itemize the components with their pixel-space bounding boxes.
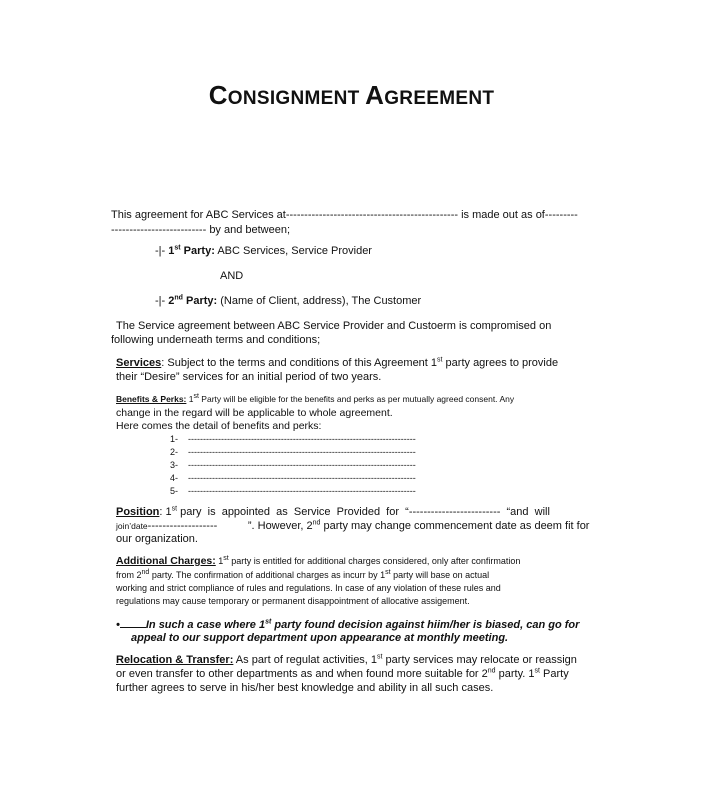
benefit-item: 3- ---------------------------------------------------------------------------- (170, 460, 416, 470)
additional-line-3: working and strict compliance of rules and regulations. In case of any violation of these rules and (116, 583, 501, 593)
party-label: 1st Party: (168, 244, 215, 257)
bullet-line-1: • In such a case where 1st party found decision against hiim/her is biased, can go for (116, 618, 580, 631)
benefits-line-1: Benefits & Perks: 1st Party will be eligible for the benefits and perks as per mutually agreed consent. Any (116, 393, 515, 404)
blank-line: ---------------------------------------------------------------------------- (188, 473, 416, 483)
benefit-item: 4- ---------------------------------------------------------------------------- (170, 473, 416, 483)
blank-line: -------------------------- (111, 224, 207, 236)
additional-line-1: Additional Charges: 1st party is entitled for additional charges considered, only after confirmation (116, 555, 521, 567)
intro-text: is made out as of (461, 209, 545, 221)
blank-line: ---------------------------------------------------------------------------- (188, 460, 416, 470)
blank-line: ------------------- (147, 520, 218, 532)
additional-heading: Additional Charges: (116, 555, 216, 567)
title-word: GREEMENT (384, 88, 495, 109)
bullet-line-2: appeal to our support department upon appearance at monthly meeting. (131, 632, 509, 644)
additional-line-4: regulations may cause temporary or permanent disappointment of allocative assigement. (116, 596, 470, 606)
additional-line-2: from 2nd party. The confirmation of additional charges as incurr by 1st party will base on actual (116, 569, 490, 580)
relocation-line-1: Relocation & Transfer: As part of regulat activities, 1st party services may relocate or reassign (116, 653, 577, 666)
blank-line: ----------------------------------------------- (285, 209, 459, 221)
intro-text: This agreement for ABC Services at (111, 209, 286, 221)
party-text: (Name of Client, address), The Customer (220, 295, 422, 307)
benefits-heading: Benefits & Perks: (116, 394, 187, 404)
relocation-line-3: further agrees to serve in his/her best knowledge and ability in all such cases. (116, 682, 494, 694)
party-label: 2nd Party: (168, 294, 218, 307)
blank-line: ------------------------- (408, 506, 501, 518)
relocation-heading: Relocation & Transfer: (116, 654, 234, 666)
position-heading: Position (116, 506, 160, 518)
party-2 (155, 295, 421, 308)
title-initial: A (365, 80, 385, 110)
blank-line: ---------------------------------------------------------------------------- (188, 486, 416, 496)
benefit-item: 1- ---------------------------------------------------------------------------- (170, 434, 416, 444)
benefit-item: 2- ---------------------------------------------------------------------------- (170, 447, 416, 457)
services-line-1: Services: Subject to the terms and conditions of this Agreement 1st party agrees to provide (116, 356, 559, 369)
party-1 (155, 245, 372, 258)
service-agreement-line-2: following underneath terms and conditions; (111, 334, 321, 346)
benefits-line-3: Here comes the detail of benefits and perks: (116, 420, 322, 432)
blank-line: ---------------------------------------------------------------------------- (188, 447, 416, 457)
benefit-item: 5- ---------------------------------------------------------------------------- (170, 486, 416, 496)
intro-line-1 (111, 209, 578, 222)
position-line-3: our organization. (116, 533, 198, 545)
party-text: ABC Services, Service Provider (217, 245, 372, 257)
title-word: ONSIGNMENT (227, 88, 360, 109)
document-title (0, 80, 703, 111)
blank-line: --------- (544, 209, 578, 221)
services-line-2: their “Desire” services for an initial period of two years. (116, 371, 382, 383)
title-initial: C (208, 80, 228, 110)
and-text: AND (220, 270, 244, 282)
blank-line: ---------------------------------------------------------------------------- (188, 434, 416, 444)
bullet-marker: • (116, 619, 120, 631)
position-line-1: Position: 1st pary is appointed as Service Provided for “------------------------- “and will (116, 505, 550, 518)
party-marker: -|- (155, 245, 166, 257)
party-marker: -|- (155, 295, 166, 307)
benefits-line-2: change in the regard will be applicable to whole agreement. (116, 407, 393, 419)
services-heading: Services (116, 357, 162, 369)
intro-line-2 (111, 224, 290, 237)
intro-text: by and between; (209, 224, 291, 236)
service-agreement-line-1: The Service agreement between ABC Service Provider and Custoerm is compromised on (116, 320, 552, 332)
relocation-line-2: or even transfer to other departments as and when found more suitable for 2nd party. 1st Party (116, 667, 569, 680)
position-line-2: join’date------------------- ”. However, 2nd party may change commencement date as deem fit for (116, 519, 590, 532)
